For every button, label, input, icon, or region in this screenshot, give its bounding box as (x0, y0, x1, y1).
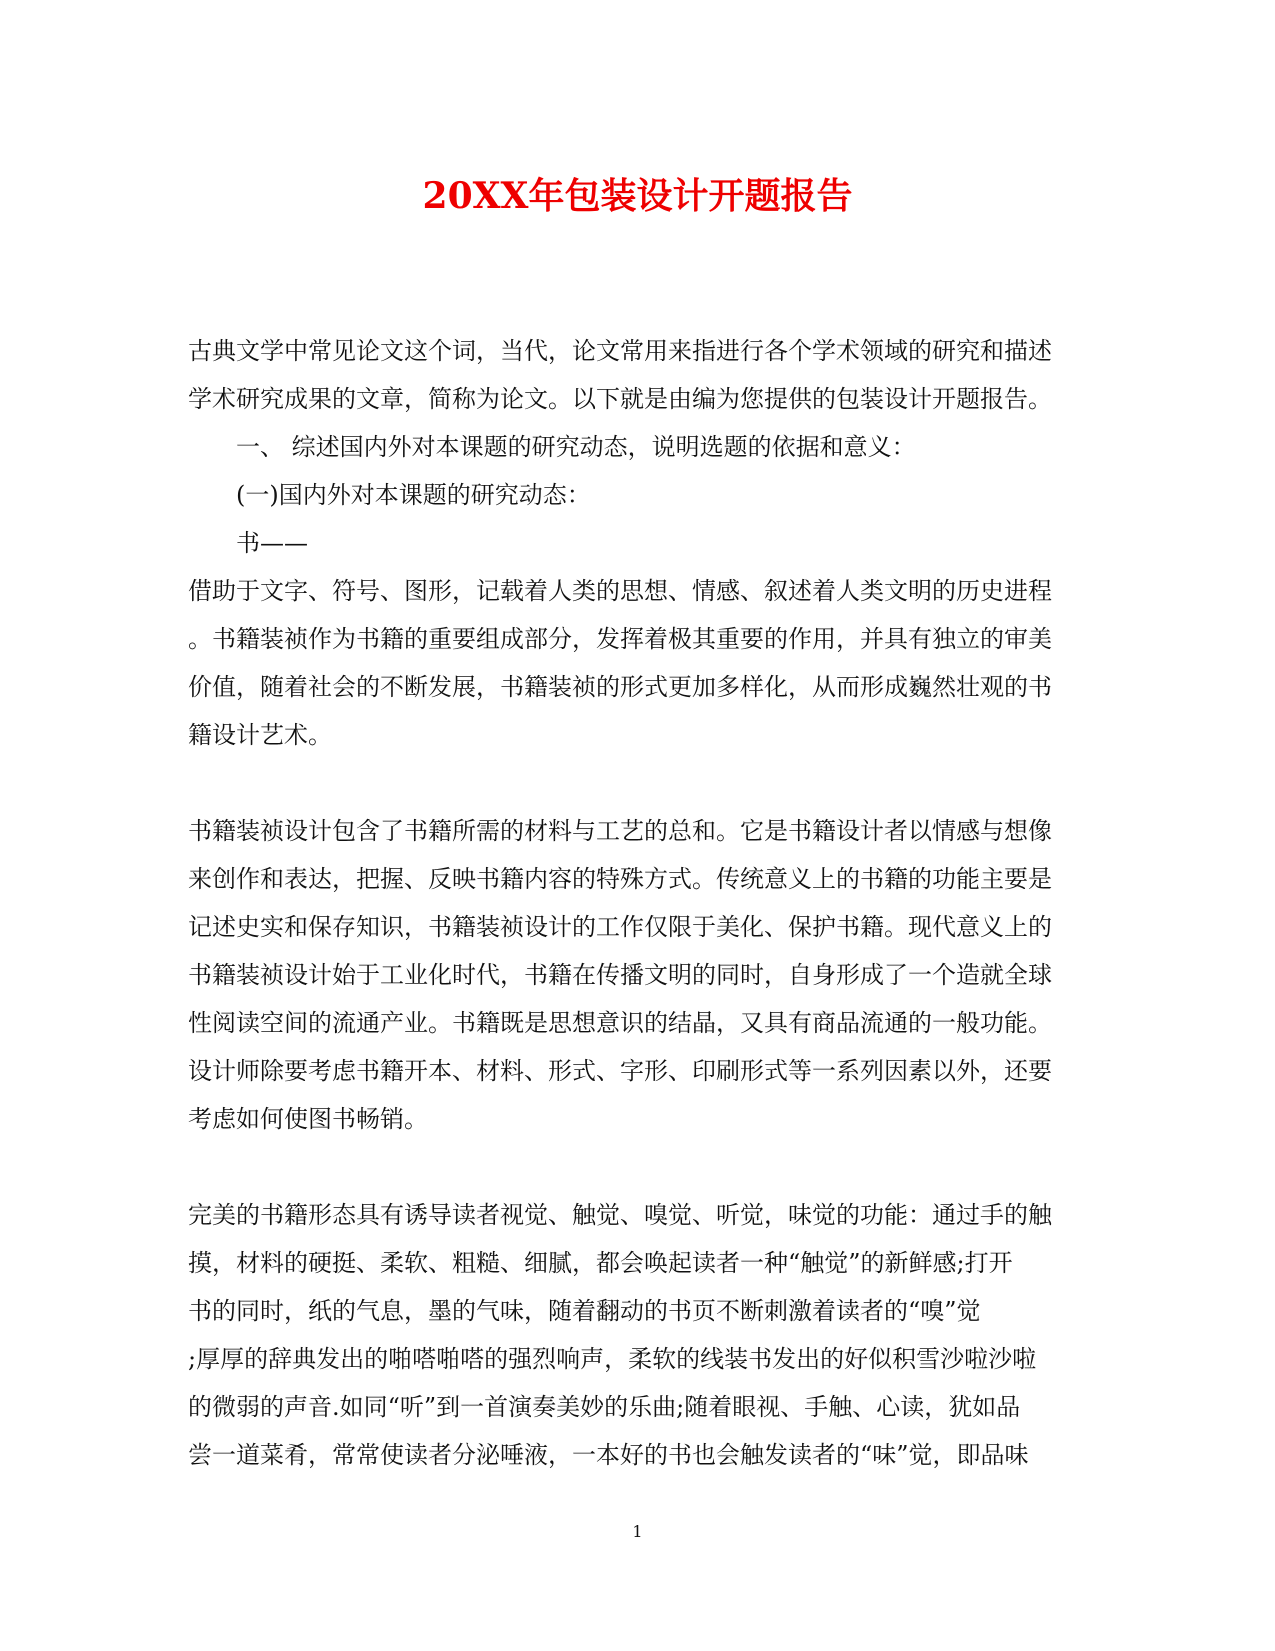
paragraph-gap (188, 1143, 1088, 1191)
paragraph-line: 尝一道菜肴，常常使读者分泌唾液，一本好的书也会触发读者的“味”觉，即品味 (188, 1441, 1029, 1469)
paragraph-line: 价值，随着社会的不断发展，书籍装祯的形式更加多样化，从而形成巍然壮观的书 (188, 673, 1052, 701)
paragraph-line: 设计师除要考虑书籍开本、材料、形式、字形、印刷形式等一系列因素以外，还要 (188, 1057, 1052, 1085)
paragraph-line: 考虑如何使图书畅销。 (188, 1105, 428, 1133)
paragraph-line: 书的同时，纸的气息，墨的气味，随着翻动的书页不断刺激着读者的“嗅”觉 (188, 1297, 981, 1325)
paragraph-line: 的微弱的声音.如同“听”到一首演奏美妙的乐曲;随着眼视、手触、心读，犹如品 (188, 1393, 1021, 1421)
paragraph-line: 学术研究成果的文章，简称为论文。以下就是由编为您提供的包装设计开题报告。 (188, 385, 1052, 413)
paragraph-line: 书籍装祯设计包含了书籍所需的材料与工艺的总和。它是书籍设计者以情感与想像 (188, 817, 1052, 845)
document-body (188, 327, 1088, 1479)
paragraph-line: 。书籍装祯作为书籍的重要组成部分，发挥着极其重要的作用，并具有独立的审美 (188, 625, 1052, 653)
paragraph-line: 书—— (236, 529, 308, 557)
page-number: 1 (632, 1522, 643, 1541)
paragraph-line: 摸，材料的硬挺、柔软、粗糙、细腻，都会唤起读者一种“触觉”的新鲜感;打开 (188, 1249, 1013, 1277)
paragraph-line: 借助于文字、符号、图形，记载着人类的思想、情感、叙述着人类文明的历史进程 (188, 577, 1052, 605)
paragraph-line: 来创作和表达，把握、反映书籍内容的特殊方式。传统意义上的书籍的功能主要是 (188, 865, 1052, 893)
subsection-heading: (一)国内外对本课题的研究动态： (236, 481, 591, 509)
paragraph-line: 古典文学中常见论文这个词，当代，论文常用来指进行各个学术领域的研究和描述 (188, 337, 1052, 365)
paragraph-line: 性阅读空间的流通产业。书籍既是思想意识的结晶，又具有商品流通的一般功能。 (188, 1009, 1052, 1037)
paragraph-line: 完美的书籍形态具有诱导读者视觉、触觉、嗅觉、听觉，味觉的功能：通过手的触 (188, 1201, 1052, 1229)
paragraph-line: 书籍装祯设计始于工业化时代，书籍在传播文明的同时，自身形成了一个造就全球 (188, 961, 1052, 989)
document-title: 20XX年包装设计开题报告 (422, 175, 853, 217)
paragraph-gap (188, 759, 1088, 807)
paragraph-line: ;厚厚的辞典发出的啪嗒啪嗒的强烈响声，柔软的线装书发出的好似积雪沙啦沙啦 (188, 1345, 1037, 1373)
paragraph-line: 籍设计艺术。 (188, 721, 332, 749)
paragraph-line: 记述史实和保存知识，书籍装祯设计的工作仅限于美化、保护书籍。现代意义上的 (188, 913, 1052, 941)
section-heading: 一、 综述国内外对本课题的研究动态，说明选题的依据和意义： (236, 433, 916, 461)
